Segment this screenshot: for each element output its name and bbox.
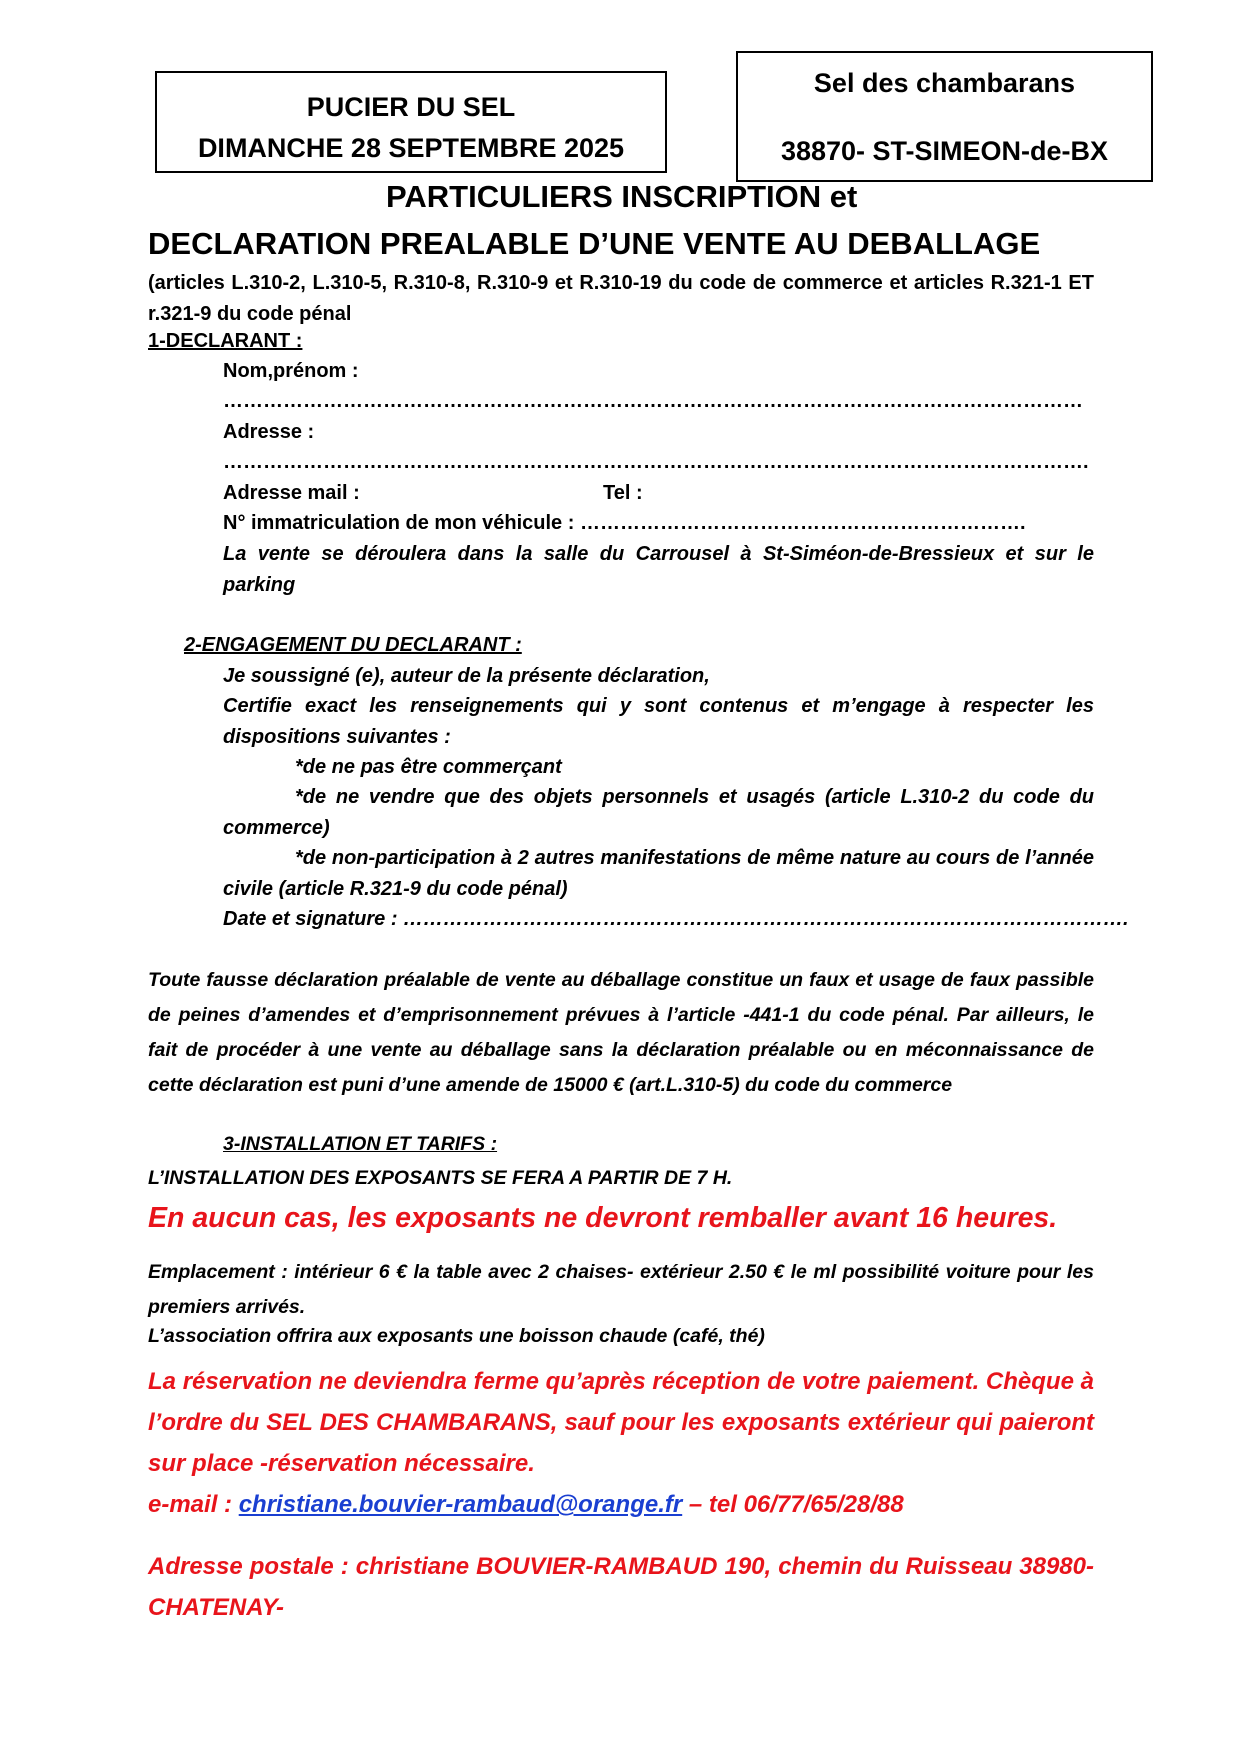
plate-field[interactable]: N° immatriculation de mon véhicule : …………………………………………………………. — [223, 512, 1026, 534]
location-note: La vente se déroulera dans la salle du Carrousel à St-Siméon-de-Bressieux et sur le parking — [223, 543, 1094, 596]
drink-info: L’association offrira aux exposants une boisson chaude (café, thé) — [148, 1325, 765, 1347]
email-label-text: e-mail : — [148, 1491, 233, 1518]
event-box — [155, 71, 667, 173]
engagement-item2: *de ne vendre que des objets personnels et usagés (article L.310-2 du code du commerce) — [223, 786, 1094, 839]
signature-field[interactable]: Date et signature : ………………………………………………………………………………………………. — [223, 908, 1129, 930]
phone-number: – tel 06/77/65/28/88 — [688, 1491, 904, 1518]
legal-warning: Toute fausse déclaration préalable de vente au déballage constitue un faux et usage de faux passible de peines d’amendes et d’emprisonnement prévues à l’article -441-1 du code pénal. Par ailleurs, le fait de procéder à une vente au déballage sans la déclaration préalable ou en méconnaissance de cette déclaration est puni d’une amende de 15000 € (art.L.310-5) du code du commerce — [148, 969, 1094, 1096]
name-field[interactable]: ………………………………………………………………………………………………………………… — [223, 390, 1083, 412]
postal-address: Adresse postale : christiane BOUVIER-RAMBAUD 190, chemin du Ruisseau 38980- CHATENAY- — [148, 1553, 1094, 1621]
engagement-line2: Certifie exact les renseignements qui y sont contenus et m’engage à respecter les dispositions suivantes : — [223, 695, 1094, 748]
engagement-item1: *de ne pas être commerçant — [295, 756, 562, 778]
title-line1: PARTICULIERS INSCRIPTION et — [386, 179, 858, 214]
address-label: Adresse : — [223, 421, 315, 443]
reservation-notice: La réservation ne deviendra ferme qu’après réception de votre paiement. Chèque à l’ordre du SEL DES CHAMBARANS, sauf pour les exposants extérieur qui paieront sur place -réservation nécessaire. — [148, 1368, 1094, 1477]
pricing-info: Emplacement : intérieur 6 € la table avec 2 chaises- extérieur 2.50 € le ml possibilité voiture pour les premiers arrivés. — [148, 1261, 1094, 1318]
title-line2: DECLARATION PREALABLE D’UNE VENTE AU DEBALLAGE — [148, 226, 1041, 261]
name-label: Nom,prénom : — [223, 360, 359, 382]
install-time: L’INSTALLATION DES EXPOSANTS SE FERA A PARTIR DE 7 H. — [148, 1167, 733, 1189]
section1-heading: 1-DECLARANT : — [148, 330, 303, 352]
engagement-line1: Je soussigné (e), auteur de la présente déclaration, — [223, 665, 710, 687]
tel-label: Tel : — [603, 482, 643, 504]
organizer-city: 38870- ST-SIMEON-de-BX — [780, 136, 1109, 166]
no-packing-notice: En aucun cas, les exposants ne devront remballer avant 16 heures. — [148, 1202, 1058, 1234]
engagement-item3: *de non-participation à 2 autres manifestations de même nature au cours de l’année civile (article R.321-9 du code pénal) — [223, 847, 1094, 900]
section3-heading: 3-INSTALLATION ET TARIFS : — [223, 1133, 498, 1155]
address-field[interactable]: …………………………………………………………………………………………………………………. — [223, 451, 1089, 473]
email-link[interactable]: christiane.bouvier-rambaud@orange.fr — [238, 1491, 683, 1518]
event-date: DIMANCHE 28 SEPTEMBRE 2025 — [197, 133, 625, 163]
email-label: Adresse mail : — [223, 482, 360, 504]
event-name: PUCIER DU SEL — [306, 92, 516, 122]
section2-heading: 2-ENGAGEMENT DU DECLARANT : — [184, 634, 522, 656]
organizer-name: Sel des chambarans — [813, 68, 1076, 98]
legal-references: (articles L.310-2, L.310-5, R.310-8, R.310-9 et R.310-19 du code de commerce et articles R.321-1 ET r.321-9 du code pénal — [148, 272, 1094, 325]
contact-line — [148, 1484, 904, 1525]
organizer-box — [736, 51, 1153, 182]
